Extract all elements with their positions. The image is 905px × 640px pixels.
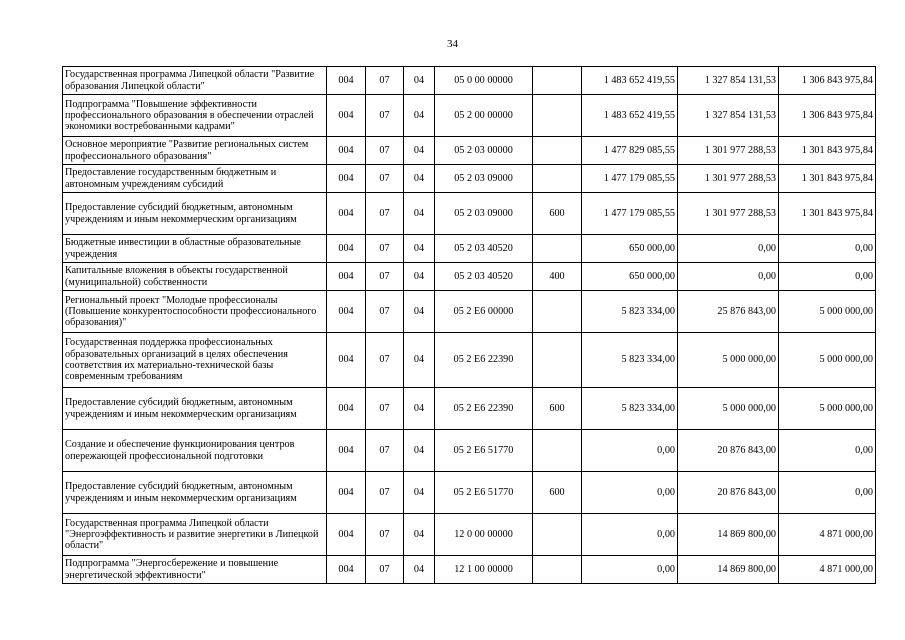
cell-ministry: 004: [327, 165, 366, 193]
cell-subsection: 04: [404, 388, 435, 430]
cell-sum-1: 1 483 652 419,55: [582, 95, 678, 137]
cell-ministry: 004: [327, 137, 366, 165]
cell-sum-3: 1 301 843 975,84: [779, 165, 876, 193]
cell-name: Предоставление субсидий бюджетным, автономным учреждениям и иным некоммерческим организациям: [63, 472, 327, 514]
cell-expense-type: 600: [533, 472, 582, 514]
cell-name: Капитальные вложения в объекты государственной (муниципальной) собственности: [63, 263, 327, 291]
cell-name: Предоставление субсидий бюджетным, автономным учреждениям и иным некоммерческим организациям: [63, 193, 327, 235]
cell-target: 05 2 E6 00000: [435, 291, 533, 333]
cell-sum-1: 0,00: [582, 556, 678, 584]
table-row: [63, 235, 876, 263]
cell-section: 07: [366, 193, 404, 235]
cell-sum-2: 20 876 843,00: [678, 430, 779, 472]
cell-name: Бюджетные инвестиции в областные образовательные учреждения: [63, 235, 327, 263]
cell-sum-1: 1 477 179 085,55: [582, 165, 678, 193]
cell-ministry: 004: [327, 235, 366, 263]
cell-sum-3: 4 871 000,00: [779, 556, 876, 584]
table-row: [63, 67, 876, 95]
cell-sum-1: 650 000,00: [582, 235, 678, 263]
cell-subsection: 04: [404, 165, 435, 193]
cell-expense-type: [533, 235, 582, 263]
page-number: 34: [447, 38, 458, 50]
cell-expense-type: [533, 67, 582, 95]
cell-sum-1: 1 477 829 085,55: [582, 137, 678, 165]
cell-target: 05 2 00 00000: [435, 95, 533, 137]
budget-table: [62, 66, 876, 584]
cell-sum-1: 0,00: [582, 430, 678, 472]
cell-expense-type: 600: [533, 388, 582, 430]
cell-name: Предоставление субсидий бюджетным, автономным учреждениям и иным некоммерческим организациям: [63, 388, 327, 430]
table-row: [63, 193, 876, 235]
cell-subsection: 04: [404, 430, 435, 472]
cell-ministry: 004: [327, 430, 366, 472]
cell-sum-1: 5 823 334,00: [582, 333, 678, 388]
cell-name: Подпрограмма "Повышение эффективности профессионального образования в обеспечении отраслей экономики востребованными кадрами": [63, 95, 327, 137]
cell-target: 05 2 E6 51770: [435, 472, 533, 514]
cell-section: 07: [366, 388, 404, 430]
table-row: [63, 514, 876, 556]
cell-sum-3: 0,00: [779, 472, 876, 514]
cell-section: 07: [366, 95, 404, 137]
cell-expense-type: [533, 430, 582, 472]
cell-sum-3: 1 301 843 975,84: [779, 193, 876, 235]
table-row: [63, 333, 876, 388]
cell-ministry: 004: [327, 291, 366, 333]
cell-sum-1: 5 823 334,00: [582, 291, 678, 333]
cell-ministry: 004: [327, 263, 366, 291]
cell-expense-type: [533, 95, 582, 137]
cell-name: Предоставление государственным бюджетным и автономным учреждениям субсидий: [63, 165, 327, 193]
cell-sum-2: 14 869 800,00: [678, 556, 779, 584]
table-row: [63, 165, 876, 193]
cell-expense-type: [533, 514, 582, 556]
cell-sum-2: 1 301 977 288,53: [678, 137, 779, 165]
cell-sum-1: 0,00: [582, 472, 678, 514]
cell-target: 05 2 E6 22390: [435, 333, 533, 388]
cell-sum-3: 1 301 843 975,84: [779, 137, 876, 165]
cell-expense-type: [533, 291, 582, 333]
table-row: [63, 263, 876, 291]
cell-sum-3: 5 000 000,00: [779, 291, 876, 333]
table-row: [63, 291, 876, 333]
cell-sum-3: 0,00: [779, 430, 876, 472]
cell-sum-1: 1 477 179 085,55: [582, 193, 678, 235]
cell-sum-3: 4 871 000,00: [779, 514, 876, 556]
cell-sum-1: 0,00: [582, 514, 678, 556]
cell-section: 07: [366, 556, 404, 584]
cell-subsection: 04: [404, 137, 435, 165]
cell-sum-2: 1 327 854 131,53: [678, 95, 779, 137]
cell-sum-2: 5 000 000,00: [678, 388, 779, 430]
cell-ministry: 004: [327, 514, 366, 556]
table-row: [63, 388, 876, 430]
cell-section: 07: [366, 333, 404, 388]
cell-sum-2: 1 327 854 131,53: [678, 67, 779, 95]
cell-subsection: 04: [404, 67, 435, 95]
cell-name: Государственная программа Липецкой области "Развитие образования Липецкой области": [63, 67, 327, 95]
cell-name: Региональный проект "Молодые профессионалы (Повышение конкурентоспособности профессионального образования)": [63, 291, 327, 333]
cell-target: 05 2 E6 51770: [435, 430, 533, 472]
cell-sum-2: 14 869 800,00: [678, 514, 779, 556]
cell-sum-1: 1 483 652 419,55: [582, 67, 678, 95]
cell-name: Государственная программа Липецкой области "Энергоэффективность и развитие энергетики в Липецкой области": [63, 514, 327, 556]
cell-target: 05 2 03 40520: [435, 263, 533, 291]
cell-name: Государственная поддержка профессиональных образовательных организаций в целях обеспечения соответствия их материально-технической базы современным требованиям: [63, 333, 327, 388]
cell-target: 05 2 03 00000: [435, 137, 533, 165]
cell-ministry: 004: [327, 556, 366, 584]
cell-name: Основное мероприятие "Развитие региональных систем профессионального образования": [63, 137, 327, 165]
cell-section: 07: [366, 165, 404, 193]
cell-subsection: 04: [404, 95, 435, 137]
cell-target: 05 0 00 00000: [435, 67, 533, 95]
cell-subsection: 04: [404, 556, 435, 584]
cell-target: 05 2 E6 22390: [435, 388, 533, 430]
cell-sum-2: 25 876 843,00: [678, 291, 779, 333]
cell-target: 05 2 03 40520: [435, 235, 533, 263]
table-row: [63, 472, 876, 514]
cell-sum-3: 5 000 000,00: [779, 388, 876, 430]
cell-ministry: 004: [327, 193, 366, 235]
cell-ministry: 004: [327, 67, 366, 95]
cell-target: 12 0 00 00000: [435, 514, 533, 556]
table-row: [63, 95, 876, 137]
cell-subsection: 04: [404, 514, 435, 556]
cell-sum-3: 0,00: [779, 263, 876, 291]
cell-section: 07: [366, 514, 404, 556]
cell-sum-2: 5 000 000,00: [678, 333, 779, 388]
cell-expense-type: [533, 165, 582, 193]
cell-subsection: 04: [404, 333, 435, 388]
cell-subsection: 04: [404, 193, 435, 235]
cell-subsection: 04: [404, 291, 435, 333]
cell-name: Создание и обеспечение функционирования центров опережающей профессиональной подготовки: [63, 430, 327, 472]
cell-section: 07: [366, 430, 404, 472]
table-row: [63, 137, 876, 165]
cell-section: 07: [366, 263, 404, 291]
cell-section: 07: [366, 235, 404, 263]
cell-target: 05 2 03 09000: [435, 193, 533, 235]
cell-target: 12 1 00 00000: [435, 556, 533, 584]
table-row: [63, 430, 876, 472]
cell-sum-2: 1 301 977 288,53: [678, 165, 779, 193]
cell-expense-type: [533, 137, 582, 165]
cell-target: 05 2 03 09000: [435, 165, 533, 193]
cell-sum-1: 650 000,00: [582, 263, 678, 291]
cell-ministry: 004: [327, 388, 366, 430]
cell-section: 07: [366, 291, 404, 333]
cell-sum-3: 1 306 843 975,84: [779, 67, 876, 95]
cell-sum-3: 5 000 000,00: [779, 333, 876, 388]
cell-section: 07: [366, 67, 404, 95]
cell-expense-type: [533, 333, 582, 388]
cell-expense-type: [533, 556, 582, 584]
cell-sum-3: 1 306 843 975,84: [779, 95, 876, 137]
cell-ministry: 004: [327, 95, 366, 137]
cell-ministry: 004: [327, 472, 366, 514]
cell-expense-type: 600: [533, 193, 582, 235]
cell-expense-type: 400: [533, 263, 582, 291]
cell-subsection: 04: [404, 263, 435, 291]
cell-sum-2: 0,00: [678, 235, 779, 263]
cell-subsection: 04: [404, 472, 435, 514]
cell-ministry: 004: [327, 333, 366, 388]
cell-sum-2: 20 876 843,00: [678, 472, 779, 514]
cell-sum-2: 0,00: [678, 263, 779, 291]
cell-name: Подпрограмма "Энергосбережение и повышение энергетической эффективности": [63, 556, 327, 584]
table-row: [63, 556, 876, 584]
cell-section: 07: [366, 472, 404, 514]
cell-sum-1: 5 823 334,00: [582, 388, 678, 430]
cell-sum-2: 1 301 977 288,53: [678, 193, 779, 235]
cell-subsection: 04: [404, 235, 435, 263]
cell-sum-3: 0,00: [779, 235, 876, 263]
cell-section: 07: [366, 137, 404, 165]
